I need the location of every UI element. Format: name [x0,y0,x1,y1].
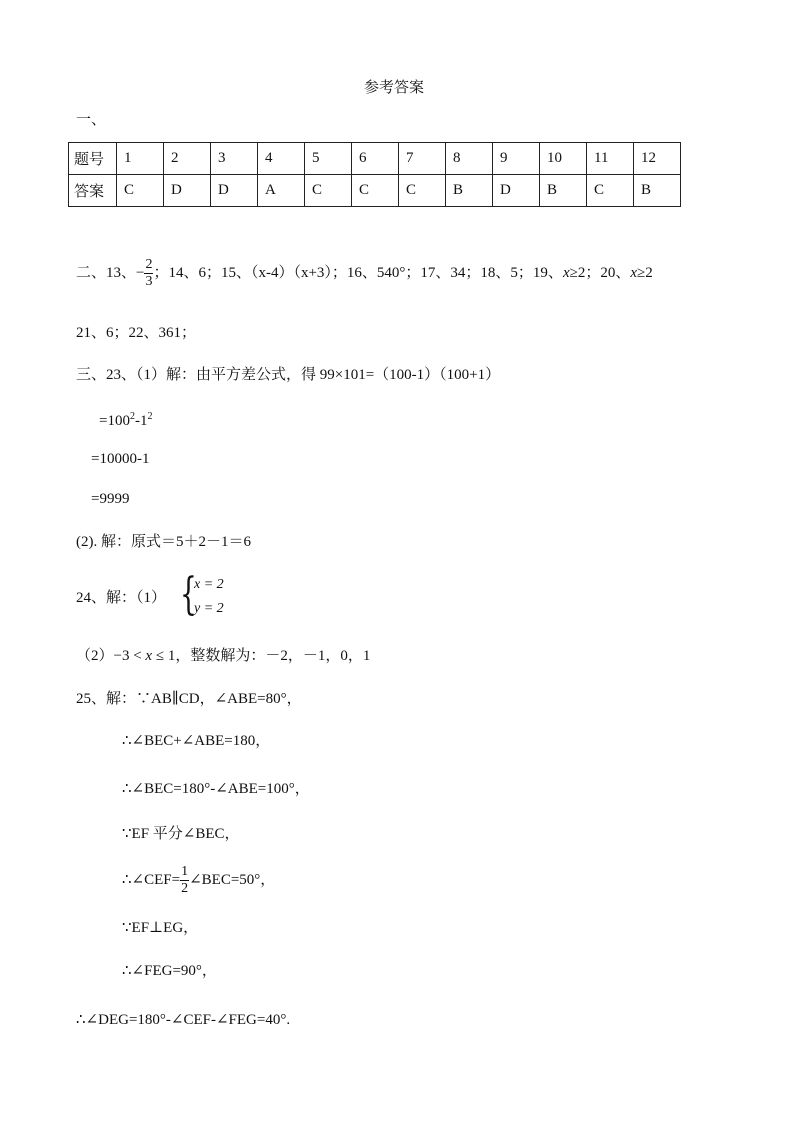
line2-ge2: ≥2 [637,265,653,281]
q23-line2-a: =100 [99,413,130,429]
table-cell: 1 [117,143,164,175]
line-21-22: 21、6；22、361； [76,325,197,341]
q24-label: 24、解：（1） [76,590,167,606]
answer-table [68,142,681,207]
table-cell: 9 [493,143,540,175]
q25-line5 [122,860,275,900]
equation-y: y = 2 [194,601,224,616]
exponent: 2 [129,411,135,422]
q24-part2 [76,646,370,666]
table-cell: C [117,175,164,207]
q24-part2-suffix: ≤ 1，整数解为：－2，－1，0，1 [152,648,371,664]
table-cell: 7 [399,143,446,175]
table-cell: 3 [211,143,258,175]
q25-line7: ∴∠FEG=90°， [122,963,217,979]
table-cell: 10 [540,143,587,175]
equation-x: x = 2 [194,577,224,592]
fraction-denominator: 2 [181,881,189,897]
table-cell: 2 [164,143,211,175]
table-cell: 12 [634,143,681,175]
table-cell: 5 [305,143,352,175]
q23-line2 [99,407,152,431]
q24-part2-prefix: （2）−3 < [76,648,146,664]
table-row-answers [69,175,681,207]
section-two-line [76,253,653,293]
q25-line3: ∴∠BEC=180°-∠ABE=100°， [122,781,310,797]
table-cell: D [211,175,258,207]
line2-rest: ；14、6；15、（x-4）（x+3）；16、540°；17、34；18、5；19、 [153,265,563,281]
page-title: 参考答案 [364,80,425,96]
table-cell: A [258,175,305,207]
q23-part2: (2). 解：原式＝5＋2－1＝6 [76,534,251,550]
table-cell: D [493,175,540,207]
table-row-numbers [69,143,681,175]
table-cell: 6 [352,143,399,175]
table-cell: B [634,175,681,207]
table-cell: C [399,175,446,207]
q23-line3: =10000-1 [91,451,150,467]
table-cell: 11 [587,143,634,175]
var-x: x [145,648,153,664]
table-header-answer: 答案 [69,175,117,207]
q25-line5-post: ∠BEC=50°， [189,872,276,888]
q23-line2-b: -1 [134,413,148,429]
left-brace: { [180,569,197,620]
exponent: 2 [147,411,153,422]
table-header-number: 题号 [69,143,117,175]
table-cell: 8 [446,143,493,175]
q23-line1: 三、23、（1）解：由平方差公式，得 99×101=（100-1）（100+1） [76,367,501,383]
fraction-denominator: 3 [145,274,153,290]
section-one-label: 一、 [76,112,107,128]
fraction-numerator: 1 [181,864,189,880]
fraction-numerator: 2 [145,257,153,273]
q23-line4: =9999 [91,491,130,507]
q25-line5-pre: ∴∠CEF= [122,872,181,888]
var-x: x [562,265,570,281]
table-cell: C [305,175,352,207]
table-cell: D [164,175,211,207]
table-cell: B [540,175,587,207]
q25-line8: ∴∠DEG=180°-∠CEF-∠FEG=40°. [76,1012,291,1028]
line2-prefix: 二、13、− [76,265,145,281]
var-x: x [630,265,638,281]
table-cell: C [587,175,634,207]
line2-ge1: ≥2；20、 [569,265,631,281]
q25-line2: ∴∠BEC+∠ABE=180， [122,733,271,749]
table-cell: C [352,175,399,207]
table-cell: B [446,175,493,207]
q25-line6: ∵EF⊥EG， [122,920,199,936]
q25-line1: 25、解：∵AB∥CD，∠ABE=80°， [76,691,302,707]
q25-line4: ∵EF 平分∠BEC， [122,826,240,842]
table-cell: 4 [258,143,305,175]
fraction-one-half [180,864,189,897]
